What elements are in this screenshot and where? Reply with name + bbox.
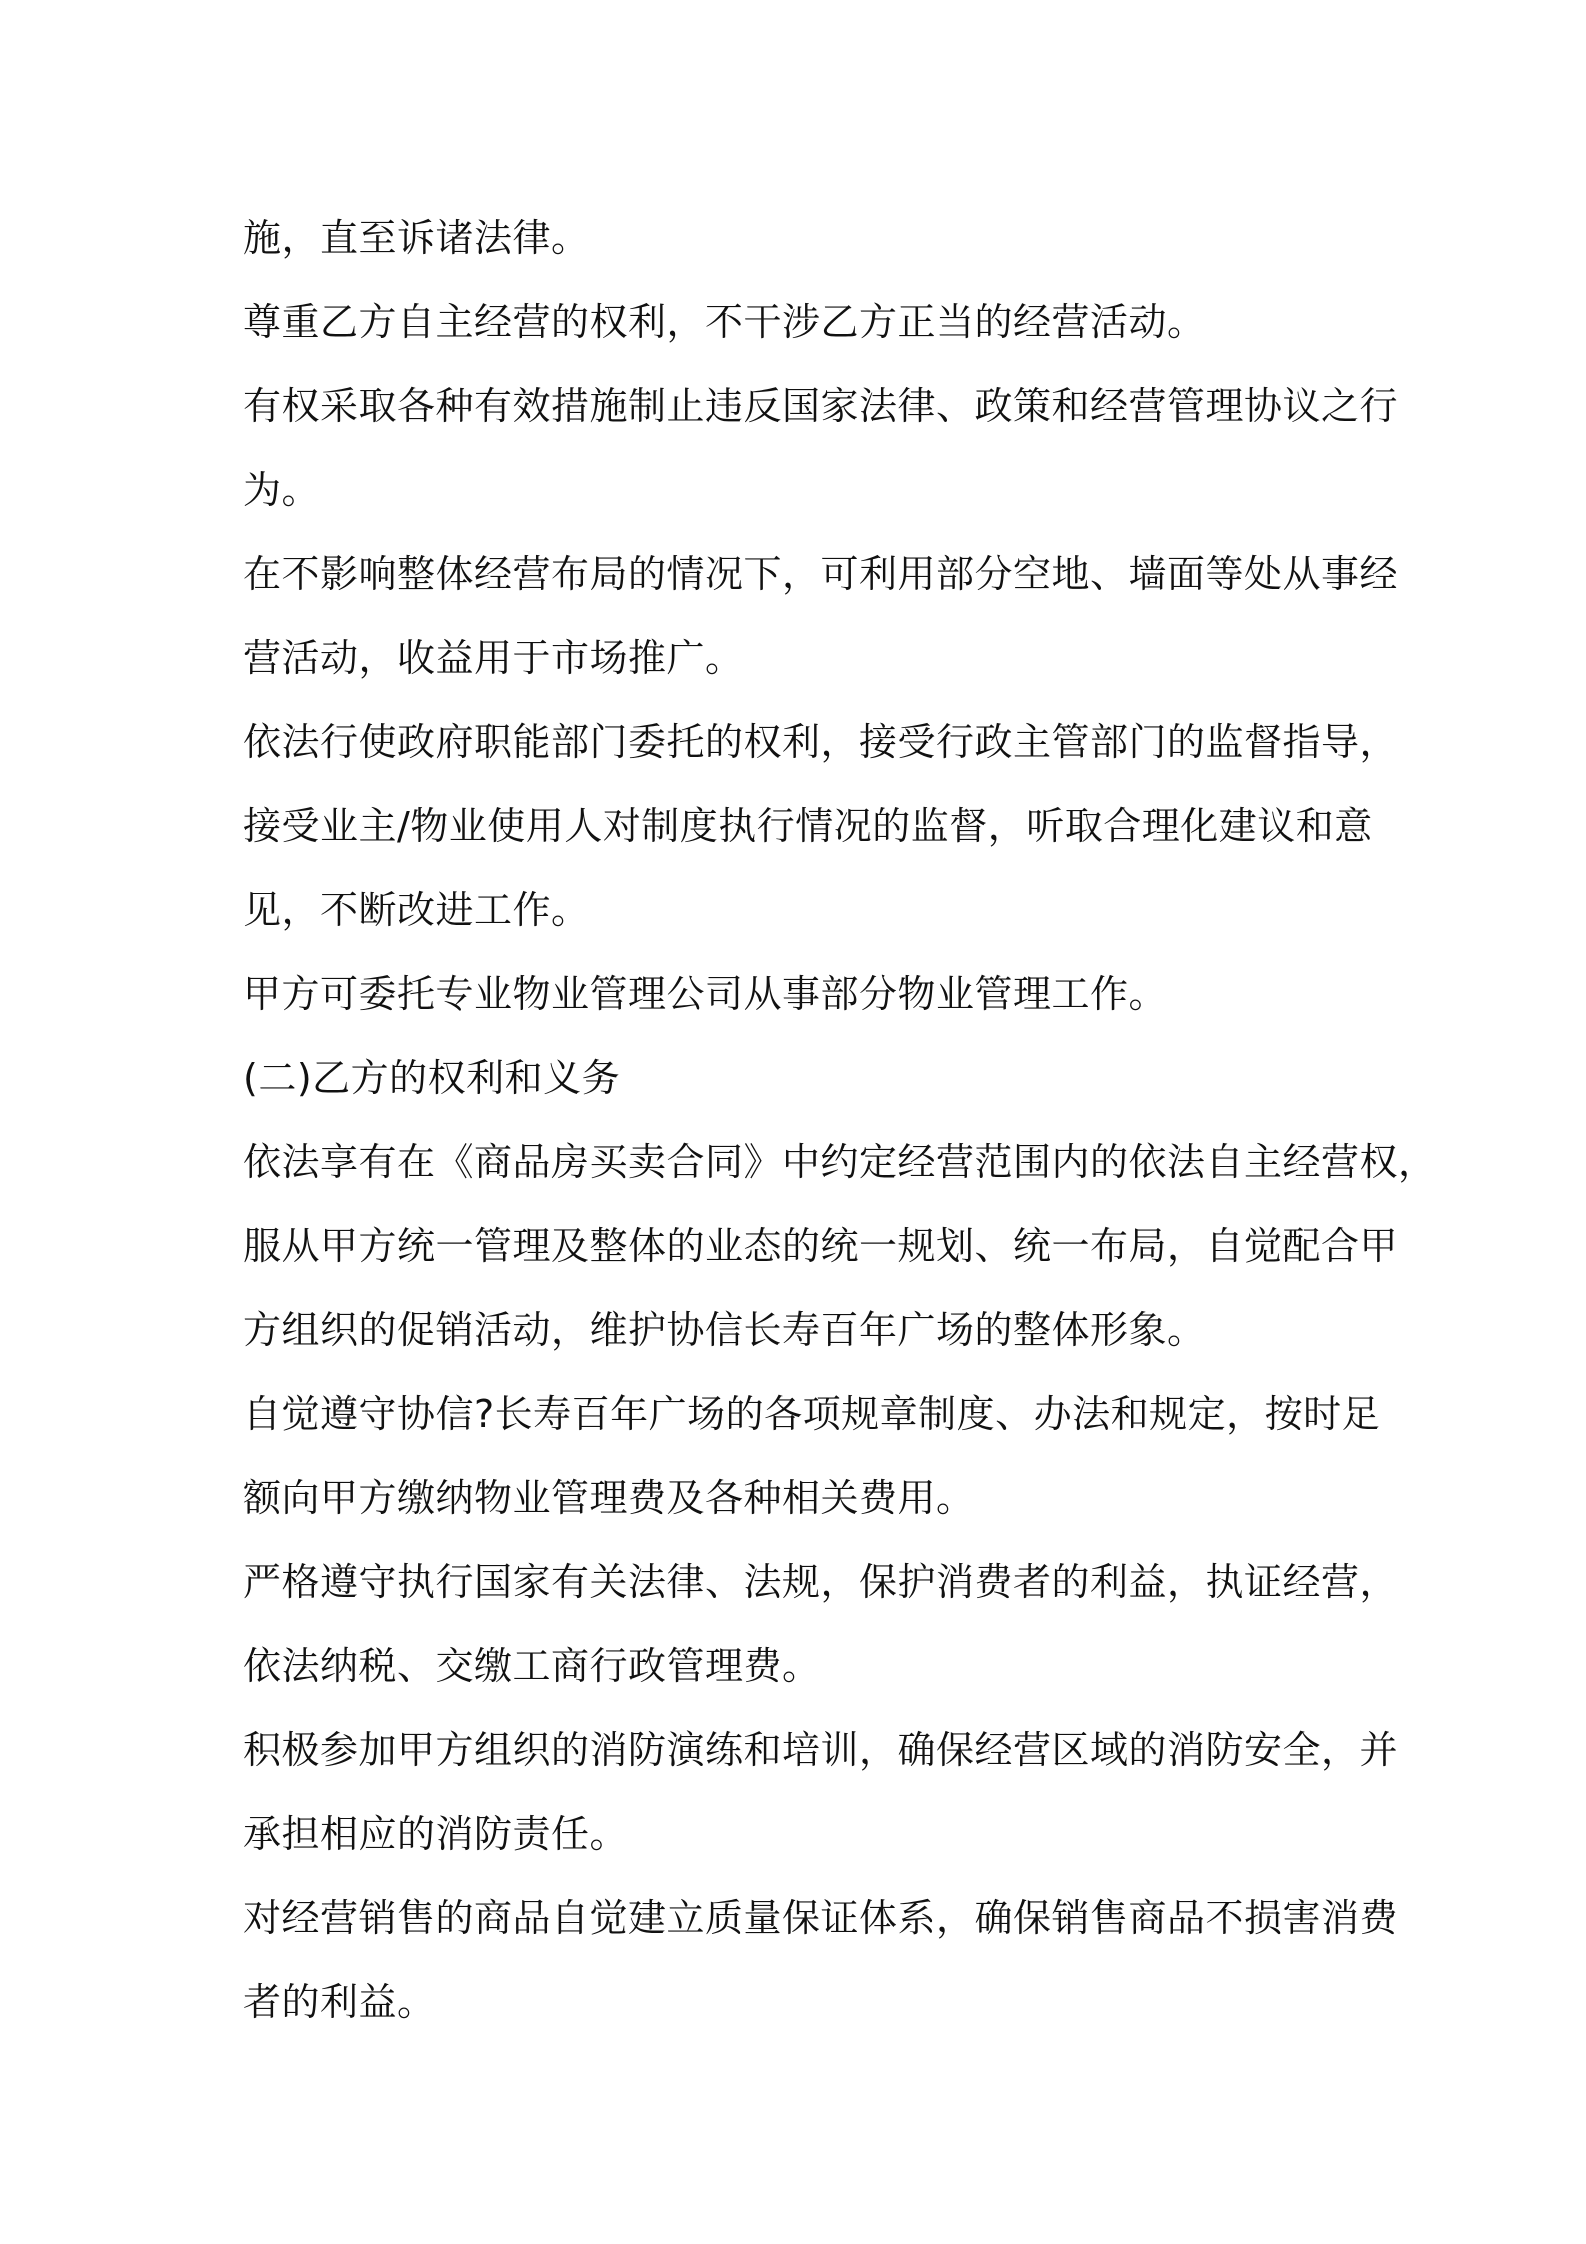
document-body — [243, 196, 1437, 2044]
text-line: 甲方可委托专业物业管理公司从事部分物业管理工作。 — [243, 972, 1168, 1016]
text-line: 尊重乙方自主经营的权利，不干涉乙方正当的经营活动。 — [243, 300, 1206, 344]
text-line: 依法享有在《商品房买卖合同》中约定经营范围内的依法自主经营权， — [243, 1140, 1437, 1184]
text-line: 自觉遵守协信?长寿百年广场的各项规章制度、办法和规定，按时足 — [243, 1392, 1381, 1436]
text-line: 额向甲方缴纳物业管理费及各种相关费用。 — [243, 1476, 975, 1520]
text-line: 为。 — [243, 468, 321, 512]
text-line: 严格遵守执行国家有关法律、法规，保护消费者的利益，执证经营， — [243, 1560, 1399, 1604]
text-line: 积极参加甲方组织的消防演练和培训，确保经营区域的消防安全，并 — [243, 1728, 1399, 1772]
text-line: 见，不断改进工作。 — [243, 888, 590, 932]
text-line: 依法纳税、交缴工商行政管理费。 — [243, 1644, 821, 1688]
text-line: 营活动，收益用于市场推广。 — [243, 636, 744, 680]
text-line: 对经营销售的商品自觉建立质量保证体系，确保销售商品不损害消费 — [243, 1896, 1399, 1940]
text-line: 有权采取各种有效措施制止违反国家法律、政策和经营管理协议之行 — [243, 384, 1399, 428]
text-line: 者的利益。 — [243, 1980, 436, 2024]
section-heading: (二)乙方的权利和义务 — [243, 1056, 621, 1100]
text-line: 承担相应的消防责任。 — [243, 1812, 629, 1856]
text-line: 依法行使政府职能部门委托的权利，接受行政主管部门的监督指导， — [243, 720, 1399, 764]
text-line: 在不影响整体经营布局的情况下，可利用部分空地、墙面等处从事经 — [243, 552, 1399, 596]
text-line: 施，直至诉诸法律。 — [243, 216, 590, 260]
text-line: 方组织的促销活动，维护协信长寿百年广场的整体形象。 — [243, 1308, 1206, 1352]
text-line: 服从甲方统一管理及整体的业态的统一规划、统一布局，自觉配合甲 — [243, 1224, 1399, 1268]
text-line: 接受业主/物业使用人对制度执行情况的监督，听取合理化建议和意 — [243, 804, 1373, 848]
